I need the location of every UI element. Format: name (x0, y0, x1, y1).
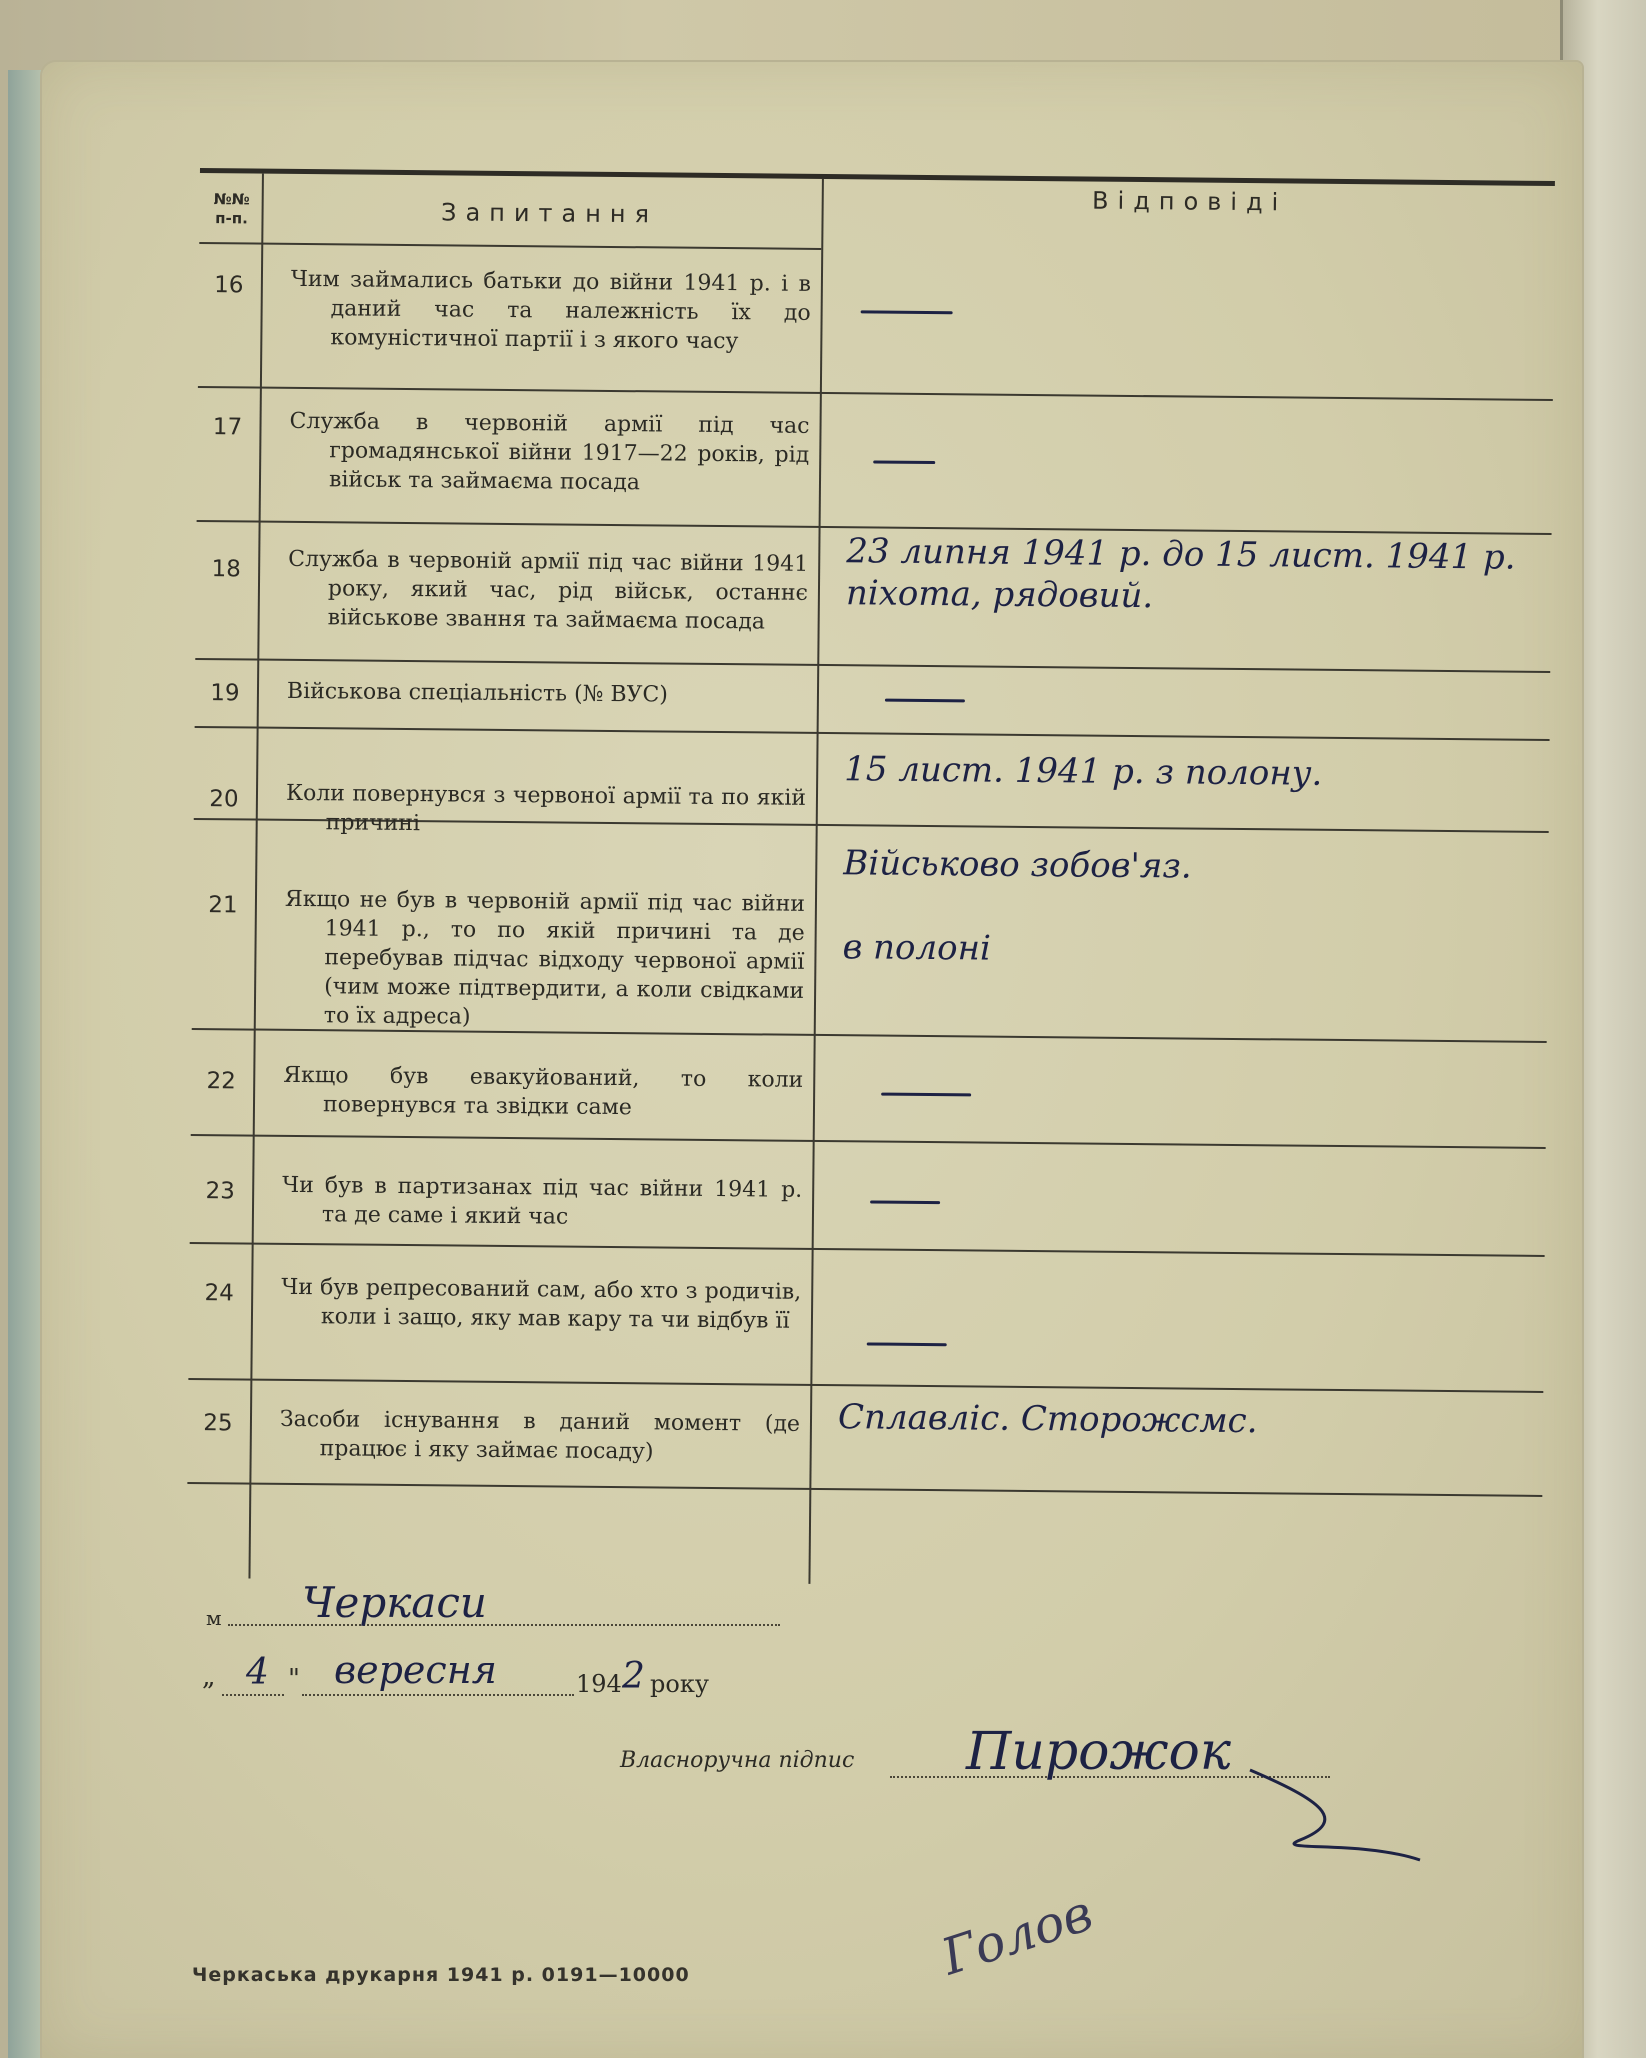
header-bottom-rule (199, 242, 821, 250)
question-text: Служба в червоній армії під час війни 1941 року, який час, рід військ, останнє військове звання та займаєма посада (288, 546, 809, 635)
date-open-quote: „ (202, 1662, 216, 1692)
city-prefix: м (206, 1606, 222, 1630)
row-number: 22 (206, 1068, 236, 1095)
question-text: Чи був в партизанах під час війни 1941 р. та де саме і який час (282, 1172, 803, 1230)
question-text: Чим займались батьки до війни 1941 р. і в даний час та належність їх до комуністичної партії і з якого часу (290, 266, 812, 355)
day-line (222, 1694, 284, 1696)
date-close-quote: " (288, 1664, 300, 1694)
row-number: 21 (208, 892, 238, 919)
year-prefix: 194 (576, 1670, 622, 1698)
row-separator (190, 1242, 1545, 1257)
question-text: Якщо не був в червоній армії під час війни 1941 р., то по якій причині та де перебував підчас відходу червоної армії (чим може підтвердити, а коли свідками то їх адреса) (284, 886, 806, 1030)
printer-imprint: Черкаська друкарня 1941 р. 0191—10000 (192, 1964, 690, 1986)
city-handwriting: Черкаси (302, 1578, 487, 1627)
question-text: Якщо був евакуйований, то коли повернувся та звідки саме (283, 1062, 804, 1121)
month-handwriting: вересня (334, 1648, 497, 1692)
year-digit-handwriting: 2 (622, 1656, 645, 1697)
row-number: 24 (204, 1280, 234, 1307)
signature-label: Власноручна підпис (620, 1748, 855, 1773)
row-separator (195, 658, 1550, 673)
question-text: Служба в червоній армії під час громадянської війни 1917—22 років, рід військ та займаєма посада (289, 408, 810, 496)
answer-handwriting: 23 липня 1941 р. до 15 лист. 1941 р. піхота, рядовий. (845, 531, 1516, 617)
answer-handwriting: Військово зобов'яз. в полоні (842, 843, 1192, 969)
questionnaire-table (186, 168, 1554, 1591)
answer-dash (867, 1342, 947, 1346)
row-number: 19 (210, 680, 240, 707)
answer-dash (873, 460, 935, 464)
margin-note-handwriting: Голов (934, 1883, 1100, 1987)
row-separator (188, 1378, 1543, 1393)
question-text: Військова спеціальність (№ ВУС) (286, 678, 669, 708)
row-number: 25 (203, 1410, 233, 1437)
answer-dash (861, 310, 953, 314)
answer-dash (870, 1200, 940, 1204)
row-number: 18 (211, 556, 241, 583)
row-number: 23 (205, 1178, 235, 1205)
question-text: Коли повернувся з червоної армії та по якій причині (285, 780, 807, 837)
signature-flourish (1240, 1760, 1440, 1870)
question-text: Чи був репресований сам, або хто з родичів, коли і защо, яку мав кару та чи відбув її (281, 1274, 802, 1334)
answer-handwriting: Сплавліс. Сторожсмс. (837, 1397, 1258, 1442)
row-number: 16 (214, 272, 244, 299)
row-number: 17 (212, 414, 243, 441)
row-separator (191, 1134, 1546, 1149)
month-line (302, 1694, 574, 1696)
column-divider-question (808, 179, 823, 1584)
answer-dash (881, 1093, 971, 1097)
question-text: Засоби існування в даний момент (де працює і яку займає посаду) (279, 1406, 801, 1465)
row-number: 20 (209, 786, 239, 813)
column-divider-num (248, 174, 263, 1579)
answer-handwriting: 15 лист. 1941 р. з полону. (844, 749, 1323, 794)
day-handwriting: 4 (246, 1652, 269, 1693)
row-separator (198, 386, 1553, 401)
row-separator (195, 726, 1550, 741)
answer-dash (885, 699, 965, 703)
header-question-label: Запитання (440, 198, 659, 229)
header-num-label: №№ п-п. (213, 190, 250, 228)
year-suffix: року (650, 1670, 709, 1698)
table-bottom-rule (187, 1482, 1542, 1497)
header-answer-label: Відповіді (1092, 186, 1288, 217)
signature-handwriting: Пирожок (966, 1722, 1231, 1782)
